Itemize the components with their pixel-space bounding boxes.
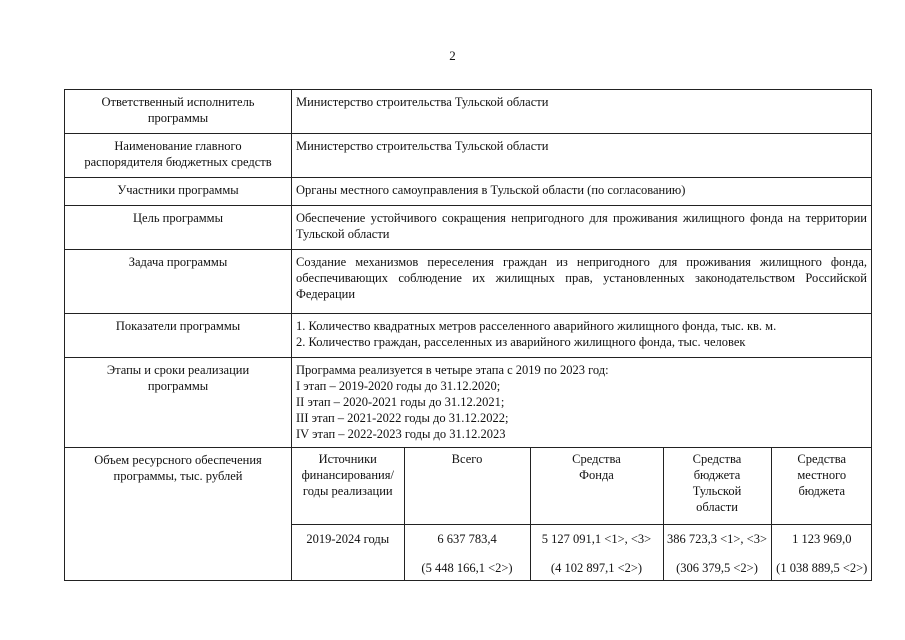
page-number: 2 — [449, 48, 456, 63]
cell-period: 2019-2024 годы — [292, 524, 404, 580]
row-participants — [65, 178, 872, 206]
header-sources: Источники финансирования/ годы реализации — [301, 452, 394, 498]
row-value: Обеспечение устойчивого сокращения непригодного для проживания жилищного фонда на территории Тульской области — [292, 206, 872, 250]
row-chief-manager — [65, 134, 872, 178]
row-label: Задача программы — [65, 250, 292, 314]
header-regional-budget: Средства бюджета Тульской области — [663, 448, 771, 524]
cell-regional: 386 723,3 <1>, <3> (306 379,5 <2>) — [663, 524, 771, 580]
row-label: Показатели программы — [65, 314, 292, 358]
row-label: Этапы и сроки реализации программы — [65, 358, 292, 448]
row-value: Создание механизмов переселения граждан из непригодного для проживания жилищного фонда, обеспечивающих соблюдение их жилищных прав, установленных законодательством Российской Федерации — [292, 250, 872, 314]
funding-cell — [292, 448, 872, 581]
row-label: Ответственный исполнитель программы — [65, 90, 292, 134]
funding-header-row — [292, 448, 872, 524]
cell-total: 6 637 783,4 (5 448 166,1 <2>) — [404, 524, 530, 580]
header-total: Всего — [404, 448, 530, 524]
header-local-budget: Средства местного бюджета — [771, 448, 872, 524]
header-fund: Средства Фонда — [530, 448, 663, 524]
row-value: Органы местного самоуправления в Тульской области (по согласованию) — [292, 178, 872, 206]
row-task — [65, 250, 872, 314]
row-indicators — [65, 314, 872, 358]
program-passport-table — [64, 89, 872, 581]
funding-table — [292, 448, 872, 580]
row-label: Цель программы — [65, 206, 292, 250]
row-label: Наименование главного распорядителя бюджетных средств — [65, 134, 292, 178]
cell-fund: 5 127 091,1 <1>, <3> (4 102 897,1 <2>) — [530, 524, 663, 580]
row-funding — [65, 448, 872, 581]
row-label: Объем ресурсного обеспечения программы, тыс. рублей — [65, 448, 292, 581]
row-responsible-executor — [65, 90, 872, 134]
row-value: 1. Количество квадратных метров расселенного аварийного жилищного фонда, тыс. кв. м. 2. Количество граждан, расселенных из аварийного жилищного фонда, тыс. человек — [292, 314, 872, 358]
row-value: Министерство строительства Тульской области — [292, 90, 872, 134]
row-stages — [65, 358, 872, 448]
row-label: Участники программы — [65, 178, 292, 206]
row-value: Министерство строительства Тульской области — [292, 134, 872, 178]
row-value: Программа реализуется в четыре этапа с 2019 по 2023 год: I этап – 2019-2020 годы до 31.12.2020; II этап – 2020-2021 годы до 31.12.2021; III этап – 2021-2022 годы до 31.12.2022; IV этап – 2022-2023 годы до 31.12.2023 — [292, 358, 872, 448]
cell-local: 1 123 969,0 (1 038 889,5 <2>) — [771, 524, 872, 580]
row-goal — [65, 206, 872, 250]
funding-data-row — [292, 524, 872, 580]
